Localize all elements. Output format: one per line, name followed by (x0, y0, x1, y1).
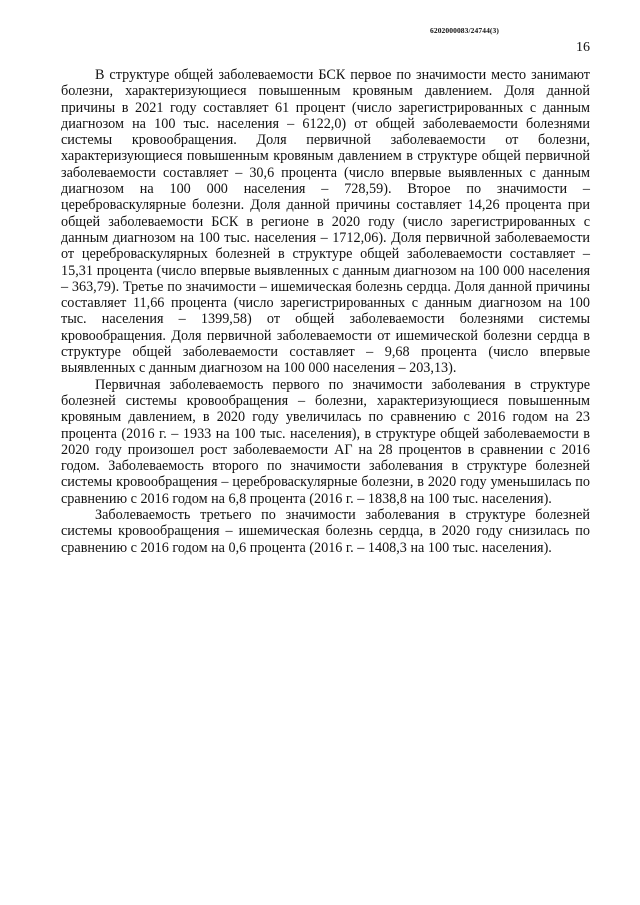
paragraph-structure-of-morbidity: В структуре общей заболеваемости БСК первое по значимости место занимают болезни, характеризующиеся повышенным кровяным давлением. Доля данной причины в 2021 году составляет 61 процент (число зарегистрированных с данным диагнозом на 100 тыс. населения – 6122,0) от общей заболеваемости болезнями системы кровообращения. Доля первичной заболеваемости от болезни, характеризующиеся повышенным кровяным давлением в структуре общей первичной заболеваемости составляет – 30,6 процента (число впервые выявленных с данным диагнозом на 100 000 населения – 728,59). Второе по значимости – цереброваскулярные болезни. Доля данной причины составляет 14,26 процента при общей заболеваемости БСК в регионе в 2020 году (число зарегистрированных с данным диагнозом на 100 тыс. населения – 1712,06). Доля первичной заболеваемости от цереброваскулярных болезней в структуре общей заболеваемости составляет – 15,31 процента (число впервые выявленных с данным диагнозом на 100 000 населения – 363,79). Третье по значимости – ишемическая болезнь сердца. Доля данной причины составляет 11,66 процента (число зарегистрированных с данным диагнозом на 100 тыс. населения – 1399,58) от общей заболеваемости болезнями системы кровообращения. Доля первичной заболеваемости от ишемической болезни сердца в структуре общей заболеваемости составляет – 9,68 процента (число впервые выявленных с данным диагнозом на 100 000 населения – 203,13). (61, 67, 590, 377)
paragraph-primary-morbidity-trend: Первичная заболеваемость первого по значимости заболевания в структуре болезней системы кровообращения – болезни, характеризующиеся повышенным кровяным давлением, в 2020 году увеличилась по сравнению с 2016 годом на 23 процента (2016 г. – 1933 на 100 тыс. населения), в структуре общей заболеваемости в 2020 году произошел рост заболеваемости АГ на 28 процентов в сравнении с 2016 годом. Заболеваемость второго по значимости заболевания в структуре болезней системы кровообращения – цереброваскулярные болезни, в 2020 году уменьшилась по сравнению с 2016 годом на 6,8 процента (2016 г. – 1838,8 на 100 тыс. населения). (61, 376, 590, 507)
paragraph-ischemic-heart-disease-trend: Заболеваемость третьего по значимости заболевания в структуре болезней системы кровообращения – ишемическая болезнь сердца, в 2020 году снизилась по сравнению с 2016 годом на 0,6 процента (2016 г. – 1408,3 на 100 тыс. населения). (61, 507, 590, 556)
body-text (61, 67, 590, 556)
document-id: 6202000083/24744(3) (430, 26, 499, 35)
page-number: 16 (576, 40, 590, 55)
